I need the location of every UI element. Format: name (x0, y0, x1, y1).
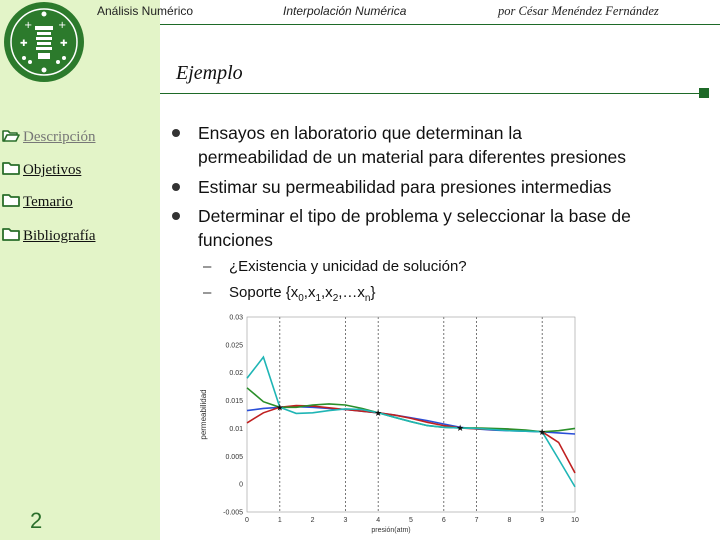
bullet-1-line-1: Ensayos en laboratorio que determinan la (198, 123, 522, 143)
svg-text:+: + (24, 20, 33, 31)
x-tick-label: 5 (409, 517, 413, 524)
y-tick-label: 0.02 (229, 370, 243, 378)
subbullet-dash: – (203, 284, 212, 301)
course-title: Análisis Numérico (97, 4, 194, 18)
bullet-marker (172, 129, 180, 137)
folder-open-icon (2, 128, 20, 143)
subbullet-soporte: Soporte $\{x_0,x_1,x_2,\dots x_n\}$ (229, 284, 376, 304)
y-tick-label: 0.01 (229, 425, 243, 433)
data-point-marker: ★ (456, 423, 465, 434)
sidebar-item-label: Objetivos (23, 162, 82, 178)
y-tick-label: 0.03 (229, 314, 243, 322)
subbullet-existencia: ¿Existencia y unicidad de solución? (229, 258, 467, 275)
page-number: 2 (30, 508, 43, 533)
folder-icon (2, 193, 20, 208)
bullet-2-text: Estimar su permeabilidad para presiones intermedias (198, 177, 612, 197)
sidebar-item-label: Temario (23, 194, 73, 210)
topic-title: Interpolación Numérica (283, 4, 407, 18)
slide-title: Ejemplo (176, 62, 243, 84)
x-tick-label: 6 (441, 517, 446, 524)
y-axis-label: permeabilidad (199, 389, 208, 440)
bullet-1-line-2: permeabilidad de un material para diferentes presiones (198, 147, 627, 167)
sidebar-item-bibliografia[interactable] (2, 227, 95, 245)
folder-icon (2, 161, 20, 176)
x-axis-label: presión(atm) (371, 527, 411, 534)
y-tick-label: -0.005 (223, 509, 243, 517)
bullet-marker (172, 212, 180, 220)
header-divider (160, 24, 720, 25)
folder-icon (2, 227, 20, 242)
sidebar-item-label: Bibliografía (23, 228, 96, 244)
y-tick-label: 0 (239, 481, 243, 489)
data-point-marker: ★ (538, 427, 547, 438)
x-tick-label: 4 (376, 517, 381, 524)
svg-text:+: + (58, 20, 67, 31)
series-line-4 (247, 357, 575, 487)
series-line-2 (247, 406, 575, 473)
bullet-3-line-2: funciones (198, 230, 273, 250)
x-tick-label: 3 (343, 517, 348, 524)
x-tick-label: 0 (245, 517, 249, 524)
plot-frame (247, 317, 575, 512)
x-tick-label: 10 (571, 517, 579, 524)
y-tick-label: 0.005 (225, 453, 243, 461)
sidebar-item-objetivos[interactable] (2, 161, 81, 179)
x-tick-label: 2 (310, 517, 315, 524)
sidebar-item-label: Descripción (23, 129, 96, 145)
series-line-3 (247, 388, 575, 432)
data-point-marker: ★ (374, 408, 383, 419)
permeability-chart (196, 306, 586, 536)
author-credit: por César Menéndez Fernández (498, 4, 659, 18)
x-tick-label: 1 (277, 517, 282, 524)
x-tick-label: 8 (507, 517, 512, 524)
x-tick-label: 7 (474, 517, 479, 524)
sidebar-item-temario[interactable] (2, 193, 73, 211)
y-tick-label: 0.025 (225, 342, 243, 350)
slide-header (0, 0, 720, 24)
y-tick-label: 0.015 (225, 398, 243, 406)
svg-text:✚: ✚ (20, 39, 28, 49)
x-tick-label: 9 (540, 517, 545, 524)
title-divider (160, 93, 700, 94)
title-marker (699, 88, 709, 98)
svg-text:✚: ✚ (60, 39, 68, 49)
subbullet-dash: – (203, 258, 212, 275)
bullet-marker (172, 183, 180, 191)
data-point-marker: ★ (275, 403, 284, 414)
sidebar-item-descripcion[interactable] (2, 128, 95, 146)
bullet-3-line-1: Determinar el tipo de problema y seleccionar la base de (198, 206, 631, 226)
